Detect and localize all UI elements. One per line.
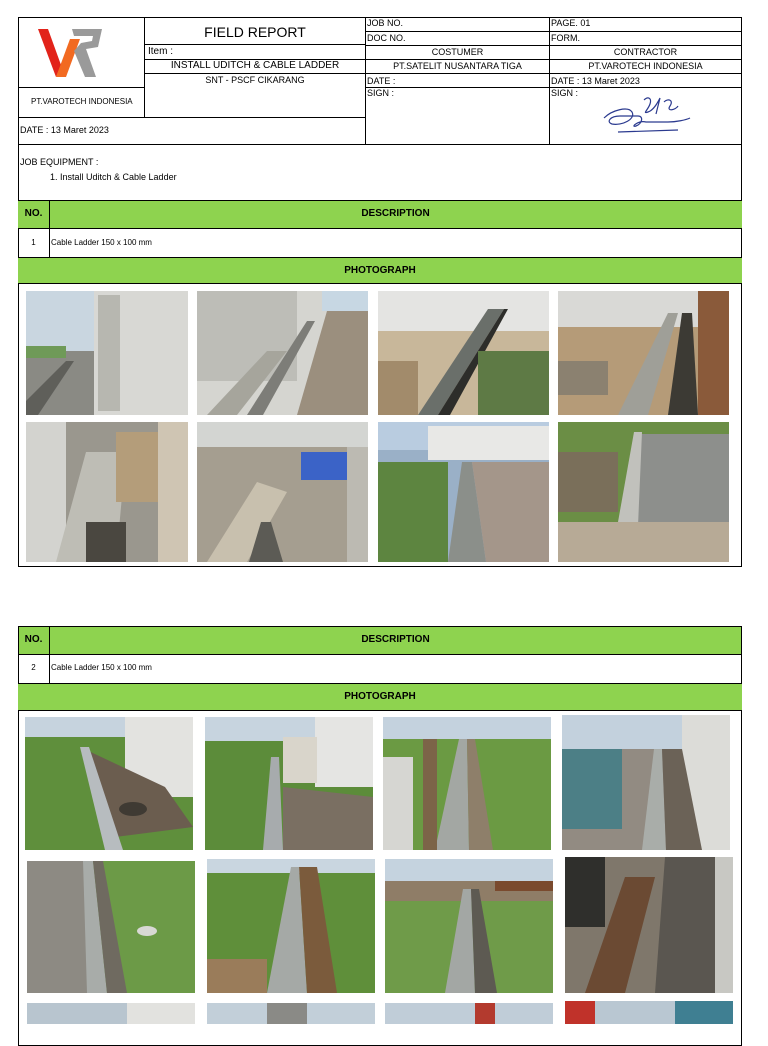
row-number: 2 (31, 663, 36, 672)
site-photo (27, 861, 195, 993)
photograph-label: PHOTOGRAPH (344, 265, 416, 276)
customer-label: COSTUMER (431, 47, 484, 57)
location: SNT - PSCF CIKARANG (205, 75, 305, 85)
job-equipment-item: 1. Install Uditch & Cable Ladder (50, 172, 177, 182)
no-header: NO. (24, 208, 43, 219)
site-photo (205, 717, 373, 850)
site-photo (25, 717, 193, 850)
company-logo (36, 25, 106, 79)
description-header: DESCRIPTION (361, 208, 430, 219)
site-photo (26, 422, 188, 562)
customer-date: DATE : (367, 76, 396, 86)
site-photo (565, 857, 733, 993)
contractor-signature (598, 92, 694, 138)
site-photo (26, 291, 188, 415)
page-title: FIELD REPORT (204, 24, 306, 40)
page-number: PAGE. 01 (551, 18, 591, 28)
site-photo (207, 1003, 375, 1024)
site-photo (197, 422, 368, 562)
site-photo (562, 715, 730, 850)
site-photo (385, 1003, 553, 1024)
report-date: DATE : 13 Maret 2023 (20, 125, 109, 135)
contractor-label: CONTRACTOR (613, 47, 678, 57)
site-photo (558, 422, 729, 562)
contractor-name: PT.VAROTECH INDONESIA (588, 61, 703, 71)
logo-company-name: PT.VAROTECH INDONESIA (31, 97, 133, 106)
site-photo (27, 1003, 195, 1024)
job-equipment-label: JOB EQUIPMENT : (20, 157, 99, 167)
site-photo (565, 1001, 733, 1024)
item-value: INSTALL UDITCH & CABLE LADDER (170, 60, 340, 71)
site-photo (378, 291, 549, 415)
site-photo (207, 859, 375, 993)
row-number: 1 (31, 238, 36, 247)
no-header: NO. (24, 634, 43, 645)
row-description: Cable Ladder 150 x 100 mm (51, 663, 152, 672)
site-photo (558, 291, 729, 415)
row-description: Cable Ladder 150 x 100 mm (51, 238, 152, 247)
customer-sign: SIGN : (367, 88, 395, 98)
photograph-label: PHOTOGRAPH (344, 691, 416, 702)
site-photo (385, 859, 553, 993)
job-no-label: JOB NO. (367, 18, 404, 28)
contractor-date: DATE : 13 Maret 2023 (551, 76, 640, 86)
site-photo (383, 717, 551, 850)
contractor-sign: SIGN : (551, 88, 579, 98)
site-photo (378, 422, 549, 562)
description-header: DESCRIPTION (361, 634, 430, 645)
form-label: FORM. (551, 33, 580, 43)
doc-no-label: DOC NO. (367, 33, 406, 43)
item-label: Item : (148, 46, 174, 57)
site-photo (197, 291, 368, 415)
customer-name: PT.SATELIT NUSANTARA TIGA (393, 61, 522, 71)
